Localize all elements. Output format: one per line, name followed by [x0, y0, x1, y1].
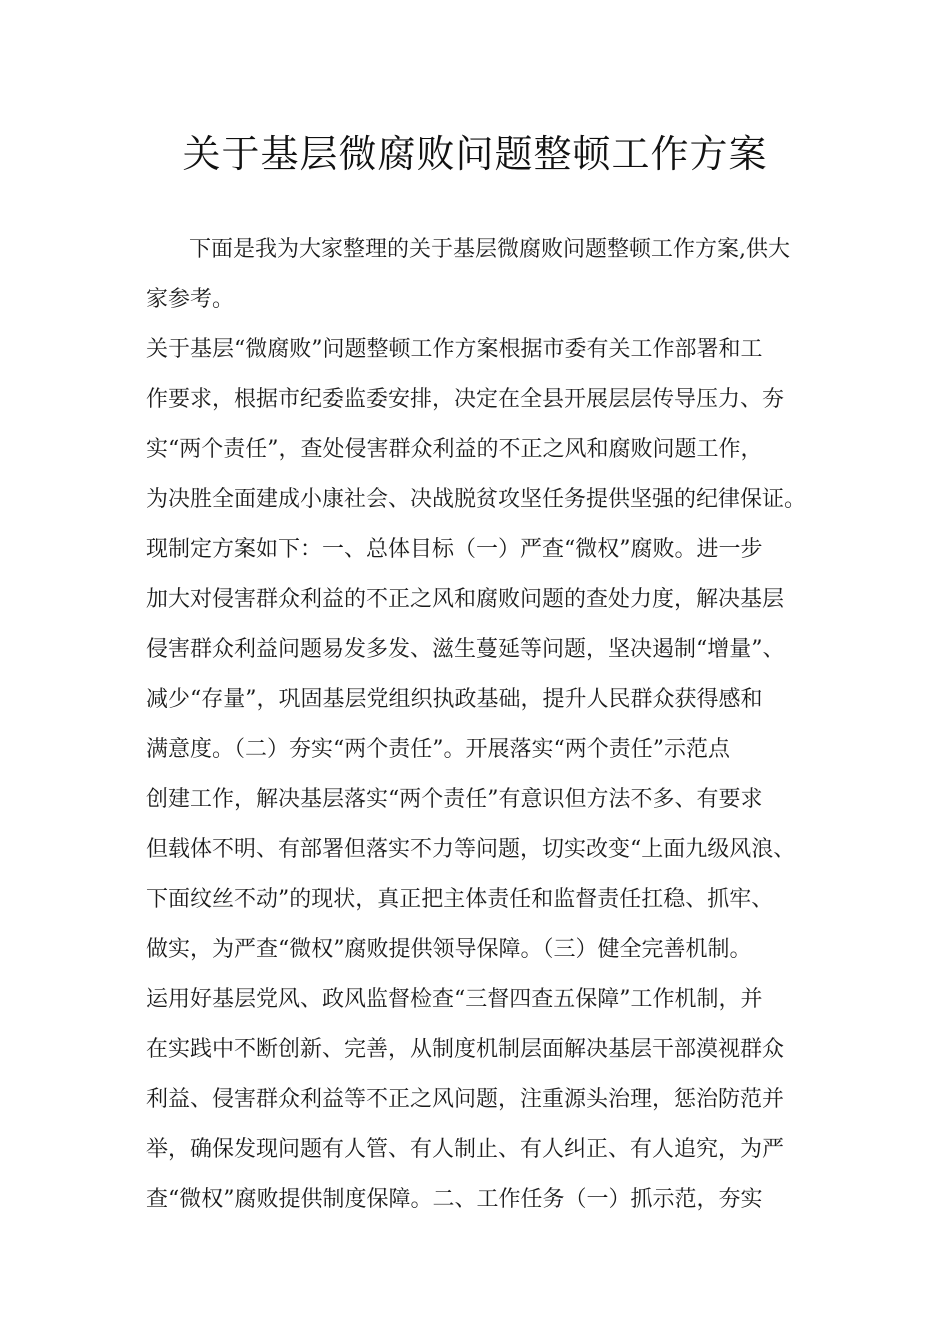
body-line: 满意度。（二）夯实“两个责任”。开展落实“两个责任”示范点	[146, 737, 730, 762]
body-line: 为决胜全面建成小康社会、决战脱贫攻坚任务提供坚强的纪律保证。	[146, 487, 807, 512]
body-line: 下面纹丝不动”的现状，真正把主体责任和监督责任扛稳、抓牢、	[146, 887, 774, 912]
body-line: 利益、侵害群众利益等不正之风问题，注重源头治理，惩治防范并	[146, 1087, 785, 1112]
body-line: 作要求，根据市纪委监委安排，决定在全县开展层层传导压力、夯	[146, 387, 785, 412]
body-line: 现制定方案如下：一、总体目标（一）严查“微权”腐败。进一步	[146, 537, 763, 562]
body-line: 运用好基层党风、政风监督检查“三督四查五保障”工作机制，并	[146, 987, 763, 1012]
body-line: 侵害群众利益问题易发多发、滋生蔓延等问题，坚决遏制“增量”、	[146, 637, 785, 662]
body-line: 实“两个责任”，查处侵害群众利益的不正之风和腐败问题工作，	[146, 437, 763, 462]
body-line: 下面是我为大家整理的关于基层微腐败问题整顿工作方案,供大	[189, 237, 790, 262]
body-line: 减少“存量”，巩固基层党组织执政基础，提升人民群众获得感和	[146, 687, 763, 712]
body-line: 关于基层“微腐败”问题整顿工作方案根据市委有关工作部署和工	[146, 337, 763, 362]
body-line: 创建工作，解决基层落实“两个责任”有意识但方法不多、有要求	[146, 787, 763, 812]
body-line: 举，确保发现问题有人管、有人制止、有人纠正、有人追究，为严	[146, 1137, 785, 1162]
body-line: 加大对侵害群众利益的不正之风和腐败问题的查处力度，解决基层	[146, 587, 785, 612]
body-line: 做实，为严查“微权”腐败提供领导保障。（三）健全完善机制。	[146, 937, 752, 962]
body-line: 查“微权”腐败提供制度保障。二、工作任务（一）抓示范，夯实	[146, 1187, 763, 1212]
body-line: 家参考。	[146, 287, 235, 312]
body-line: 在实践中不断创新、完善，从制度机制层面解决基层干部漠视群众	[146, 1037, 785, 1062]
body-line: 但载体不明、有部署但落实不力等问题，切实改变“上面九级风浪、	[146, 837, 796, 862]
document-title: 关于基层微腐败问题整顿工作方案	[182, 132, 768, 176]
